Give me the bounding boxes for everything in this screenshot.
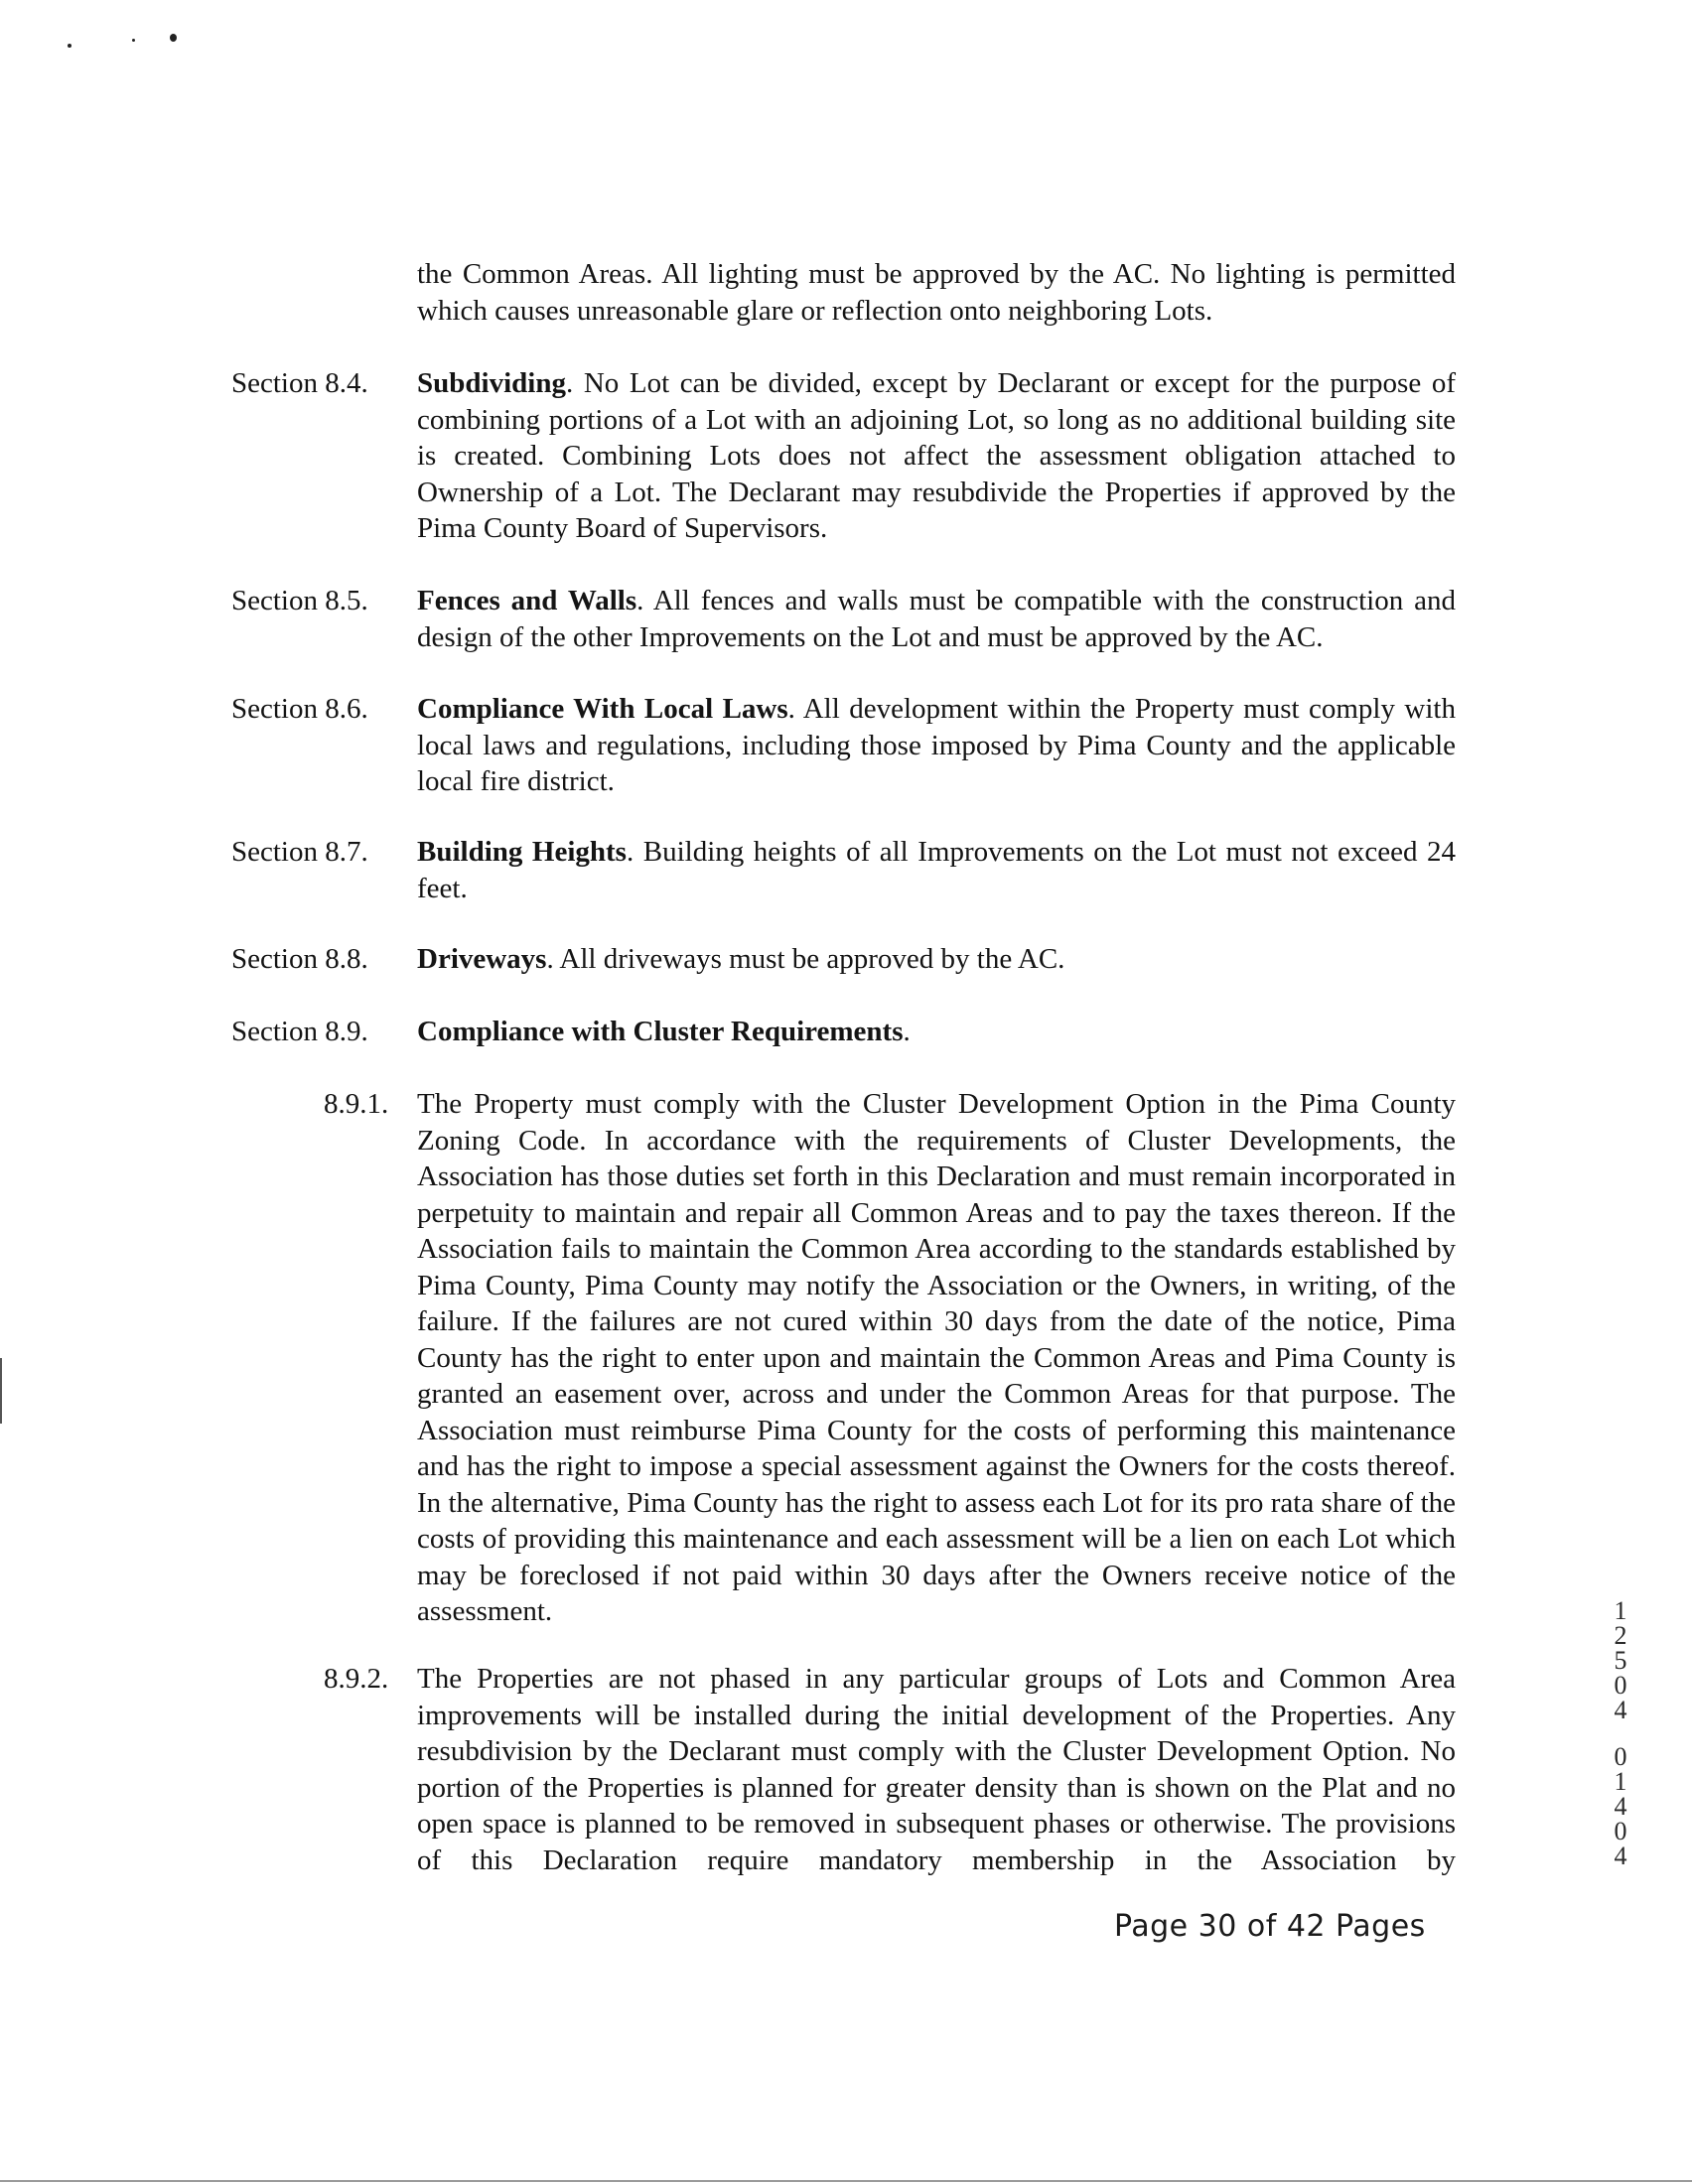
section-8-8-text: . All driveways must be approved by the AC. — [546, 943, 1065, 975]
section-8-7-label: Section 8.7. — [231, 836, 368, 868]
section-8-4-label: Section 8.4. — [231, 367, 368, 399]
scan-speck — [170, 34, 177, 42]
section-8-6-label: Section 8.6. — [231, 693, 368, 725]
stamp-digit: 1 — [1614, 1596, 1627, 1625]
stamp-digit: 0 — [1614, 1817, 1627, 1845]
section-8-8-body — [417, 941, 1456, 978]
section-8-7-body — [417, 834, 1456, 906]
section-8-9-text: . — [903, 1016, 911, 1047]
section-8-8-label: Section 8.8. — [231, 943, 368, 975]
stamp-digit: 4 — [1614, 1696, 1627, 1724]
section-8-6-heading: Compliance With Local Laws — [417, 693, 788, 725]
stamp-digit: 0 — [1614, 1671, 1627, 1700]
continued-paragraph — [417, 256, 1456, 329]
stamp-digit: 0 — [1614, 1742, 1627, 1771]
subsection-8-9-2-body: The Properties are not phased in any particular groups of Lots and Common Area improvements will be installed during the initial development of the Properties. Any resubdivision by the Declarant must comply with the Cluster Development Option. No portion of the Properties is planned for greater density than is shown on the Plat and no open space is planned to be removed in subsequent phases or otherwise. The provisions of this Declaration require mandatory membership in the Association by — [417, 1663, 1456, 1876]
section-8-5-label: Section 8.5. — [231, 585, 368, 616]
section-8-5-heading: Fences and Walls — [417, 585, 637, 616]
scan-speck — [132, 39, 135, 42]
section-8-5-body — [417, 583, 1456, 655]
section-8-4-text: . No Lot can be divided, except by Declarant or except for the purpose of combining portions of a Lot with an adjoining Lot, so long as no additional building site is created. Combining Lots does not affect the assessment obligation attached to Ownership of a Lot. The Declarant may resubdivide the Properties if approved by the Pima County Board of Supervisors. — [417, 367, 1456, 544]
subsection-8-9-1-body: The Property must comply with the Cluster Development Option in the Pima County Zoning Code. In accordance with the requirements of Cluster Developments, the Association has those duties set forth in this Declaration and must remain incorporated in perpetuity to maintain and repair all Common Areas and to pay the taxes thereon. If the Association fails to maintain the Common Area according to the standards established by Pima County, Pima County may notify the Association or the Owners, in writing, of the failure. If the failures are not cured within 30 days from the date of the notice, Pima County has the right to enter upon and maintain the Common Areas and Pima County is granted an easement over, across and under the Common Areas for that purpose. The Association must reimburse Pima County for the costs of performing this maintenance and has the right to impose a special assessment against the Owners for the costs thereof. In the alternative, Pima County has the right to assess each Lot for its pro rata share of the costs of providing this maintenance and each assessment will be a lien on each Lot which may be foreclosed if not paid within 30 days after the Owners receive notice of the assessment. — [417, 1088, 1456, 1627]
stamp-digit: 5 — [1614, 1646, 1627, 1675]
subsection-8-9-2-label: 8.9.2. — [324, 1663, 389, 1695]
continued-paragraph-text: the Common Areas. All lighting must be approved by the AC. No lighting is permitted which causes unreasonable glare or reflection onto neighboring Lots. — [417, 258, 1456, 327]
stamp-digit: 4 — [1614, 1842, 1627, 1870]
section-8-9-heading: Compliance with Cluster Requirements — [417, 1016, 904, 1047]
section-8-7-text: . Building heights of all Improvements on the Lot must not exceed 24 feet. — [417, 836, 1456, 904]
section-8-5-text: . All fences and walls must be compatible with the construction and design of the other Improvements on the Lot and must be approved by the AC. — [417, 585, 1457, 653]
stamp-digit: 1 — [1614, 1767, 1627, 1796]
page-number: Page 30 of 42 Pages — [1114, 1909, 1426, 1944]
section-8-9-label: Section 8.9. — [231, 1016, 368, 1047]
section-8-7-heading: Building Heights — [417, 836, 627, 868]
recording-number-stamp — [1607, 1598, 1634, 1868]
stamp-digit: 4 — [1614, 1792, 1627, 1821]
section-8-4-body — [417, 365, 1456, 547]
section-8-9-body — [417, 1014, 1456, 1050]
stamp-digit: 2 — [1614, 1621, 1627, 1650]
section-8-8-heading: Driveways — [417, 943, 547, 975]
section-8-4-heading: Subdividing — [417, 367, 566, 399]
section-8-6-text: . All development within the Property must comply with local laws and regulations, including those imposed by Pima County and the applicable local fire district. — [417, 693, 1456, 797]
scan-speck — [68, 44, 71, 48]
section-8-6-body — [417, 691, 1456, 800]
subsection-8-9-1-label: 8.9.1. — [324, 1088, 389, 1120]
scan-edge-mark — [0, 1358, 2, 1424]
scan-bottom-edge — [0, 2180, 1692, 2182]
